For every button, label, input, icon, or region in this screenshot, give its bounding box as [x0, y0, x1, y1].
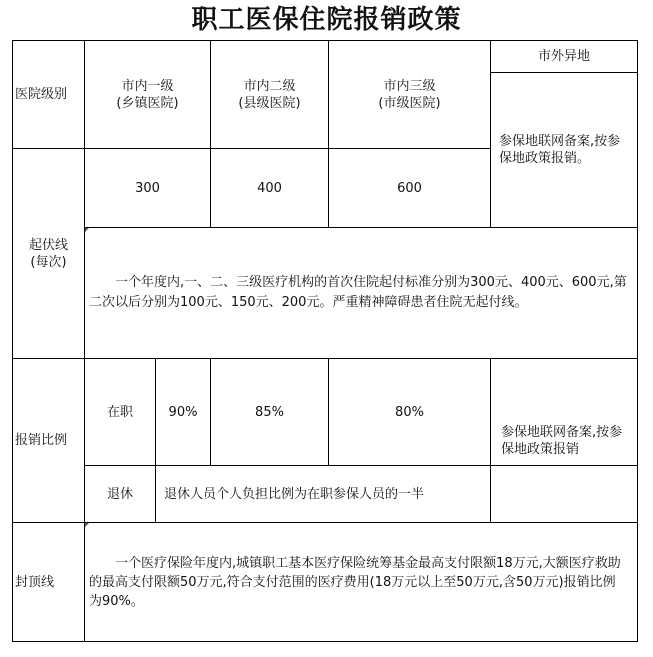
- deductible-level1-value: 300: [135, 180, 160, 196]
- deductible-level3-value: 600: [397, 180, 422, 196]
- deductible-label: [13, 149, 84, 358]
- outside-city-deductible-note: [491, 73, 637, 227]
- deductible-label-sub: (每次): [30, 254, 67, 270]
- deductible-note: [85, 228, 637, 358]
- page-title: 职工医保住院报销政策: [191, 5, 462, 35]
- deductible-label-text: 起伏线: [28, 237, 68, 253]
- ratio-level3-value: 80%: [395, 404, 424, 420]
- deductible-level1: [85, 149, 210, 227]
- level2-name: 市内二级: [243, 78, 296, 94]
- employed-label-text: 在职: [106, 404, 133, 420]
- retired-label: [85, 466, 155, 522]
- ratio-label-text: 报销比例: [15, 433, 68, 448]
- outside-city-ratio-note: [491, 359, 637, 522]
- level1-header: [85, 41, 210, 148]
- ratio-label: [13, 359, 84, 522]
- cap-note-text: 一个医疗保险年度内,城镇职工基本医疗保险统筹基金最高支付限额18万元,大额医疗救助的最高支付限额50万元,符合支付范围的医疗费用(18万元以上至50万元,含50万元)报销比例为90%。: [89, 555, 621, 609]
- ratio-level3: [329, 359, 490, 465]
- deductible-note-text: 一个年度内,一、二、三级医疗机构的首次住院起付标准分别为300元、400元、600元,第二次以后分别为100元、150元、200元。严重精神障碍患者住院无起付线。: [89, 275, 627, 310]
- outside-city-ratio-text: 参保地联网备案,按参保地政策报销: [501, 424, 623, 457]
- level2-header: [211, 41, 328, 148]
- retired-label-text: 退休: [106, 486, 133, 502]
- cap-note: [85, 523, 637, 641]
- deductible-level2: [211, 149, 328, 227]
- deductible-level2-value: 400: [257, 180, 282, 196]
- deductible-level3: [329, 149, 490, 227]
- retired-note: [156, 466, 490, 522]
- retired-note-text: 退休人员个人负担比例为在职参保人员的一半: [164, 486, 425, 502]
- outside-city-note-text: 参保地联网备案,按参保地政策报销。: [499, 134, 621, 166]
- grid-line: [12, 641, 638, 642]
- cap-label-text: 封顶线: [15, 574, 55, 590]
- level3-name: 市内三级: [383, 78, 436, 94]
- hospital-level-label: [13, 41, 84, 148]
- ratio-level2-value: 85%: [255, 404, 284, 420]
- employed-label: [85, 359, 155, 465]
- outside-city-header: [491, 41, 637, 72]
- ratio-level1: [156, 359, 210, 465]
- level3-type: (市级医院): [378, 95, 441, 111]
- ratio-level1-value: 90%: [168, 404, 198, 420]
- cap-label: [13, 523, 84, 641]
- level3-header: [329, 41, 490, 148]
- level2-type: (县级医院): [238, 95, 301, 111]
- level1-name: 市内一级: [121, 78, 174, 94]
- hospital-level-label-text: 医院级别: [15, 87, 68, 102]
- outside-city-label: 市外异地: [537, 49, 590, 64]
- level1-type: (乡镇医院): [116, 95, 179, 111]
- grid-line: [637, 40, 638, 642]
- ratio-level2: [211, 359, 328, 465]
